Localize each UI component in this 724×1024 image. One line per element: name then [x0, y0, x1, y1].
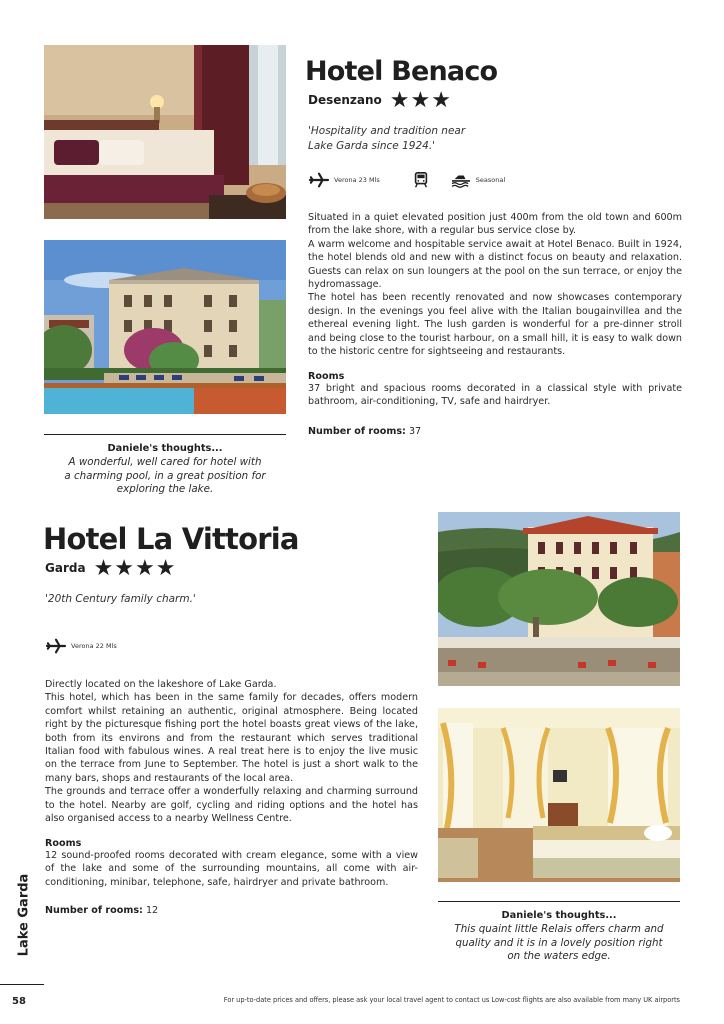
vittoria-airport-distance: Verona 22 Mls: [71, 642, 117, 650]
divider: [44, 434, 286, 435]
vittoria-paragraph: Directly located on the lakeshore of Lake Garda.: [45, 679, 277, 690]
vittoria-location: Garda: [45, 561, 86, 575]
region-label: Lake Garda: [16, 873, 32, 957]
vittoria-num-rooms-value: 12: [145, 905, 159, 916]
benaco-location-line: [308, 89, 452, 111]
benaco-tagline-line: 'Hospitality and tradition near: [308, 125, 466, 137]
vittoria-travel-info: [45, 637, 141, 655]
region-side-tab: [4, 860, 44, 970]
divider: [438, 901, 680, 902]
benaco-ferry-label: Seasonal: [475, 176, 506, 184]
benaco-location: Desenzano: [308, 93, 382, 107]
vittoria-title: Hotel La Vittoria: [43, 522, 299, 556]
benaco-thoughts-heading: Daniele's thoughts...: [107, 443, 223, 454]
benaco-star-rating: ★★★: [389, 87, 452, 112]
benaco-thoughts: [44, 434, 286, 497]
vittoria-num-rooms-label: Number of rooms:: [45, 905, 143, 916]
benaco-rooms-text: 37 bright and spacious rooms decorated in a classical style with private bathroom, air-conditioning, TV, safe and hairdryer.: [308, 383, 682, 408]
vittoria-location-line: [45, 557, 176, 579]
vittoria-exterior-photo: [438, 512, 680, 686]
benaco-paragraph: Situated in a quiet elevated position just 400m from the old town and 600m from the lake shore, with a regular bus service close by.: [308, 212, 682, 237]
benaco-thoughts-line: a charming pool, in a great position for: [64, 469, 266, 482]
benaco-tagline: [308, 124, 465, 154]
vittoria-star-rating: ★★★★: [93, 555, 177, 580]
vittoria-bedroom-photo: [438, 708, 680, 882]
footer-note: For up-to-date prices and offers, please ask your local travel agent to contact us Low-cost flights are also available from many UK airports: [223, 996, 680, 1004]
vittoria-number-of-rooms: [45, 905, 158, 916]
benaco-exterior-pool-photo: [44, 240, 286, 414]
vittoria-rooms-text: 12 sound-proofed rooms decorated with cream elegance, some with a view of the lake and some of the surrounding mountains, all come with air-conditioning, minibar, telephone, safe, hairdryer and private bathroom.: [45, 850, 418, 888]
benaco-title: Hotel Benaco: [305, 56, 498, 87]
vittoria-thoughts: [438, 901, 680, 964]
benaco-paragraph: A warm welcome and hospitable service await at Hotel Benaco. Built in 1924, the hotel blends old and new with a distinct focus on beauty and relaxation. Guests can relax on sun loungers at the pool on the sun terrace, or enjoy the hydromassage.: [308, 238, 682, 291]
page-number: 58: [12, 996, 26, 1007]
benaco-num-rooms-value: 37: [408, 426, 422, 437]
benaco-airport-distance: Verona 23 Mls: [334, 176, 380, 184]
vittoria-tagline: '20th Century family charm.': [45, 593, 196, 605]
vittoria-thoughts-line: on the waters edge.: [507, 950, 611, 962]
vittoria-paragraph: The grounds and terrace offer a wonderfully relaxing and charming surround to the hotel. Nearby are golf, cycling and riding options and the hotel has also organised access to a nearby Wellness Centre.: [45, 786, 418, 825]
benaco-tagline-line: Lake Garda since 1924.': [308, 140, 436, 152]
benaco-thoughts-line: A wonderful, well cared for hotel with: [68, 456, 262, 468]
benaco-paragraph: The hotel has been recently renovated and now showcases contemporary design. In the evenings you feel alive with the Italian bougainvillea and the ethereal evening light. The lush garden is wonderful for a pre-dinner stroll and being close to the tourist harbour, on a small hill, it is easy to walk down to the historic centre for sightseeing and restaurants.: [308, 292, 682, 358]
vittoria-rooms-heading: Rooms: [45, 838, 82, 849]
vittoria-description: [45, 678, 418, 825]
page-rule: [0, 984, 44, 985]
vittoria-thoughts-line: This quaint little Relais offers charm and: [454, 923, 664, 935]
vittoria-thoughts-line: quality and it is in a lovely position right: [455, 936, 663, 949]
vittoria-rooms-section: [45, 838, 418, 889]
benaco-number-of-rooms: [308, 426, 421, 437]
benaco-thoughts-line: exploring the lake.: [116, 483, 214, 495]
benaco-num-rooms-label: Number of rooms:: [308, 426, 406, 437]
train-icon: [410, 171, 432, 189]
vittoria-thoughts-heading: Daniele's thoughts...: [501, 910, 617, 921]
benaco-bedroom-photo: [44, 45, 286, 219]
benaco-description: [308, 211, 682, 358]
benaco-travel-info: [308, 171, 529, 189]
ferry-icon: [450, 171, 472, 189]
plane-icon: [308, 171, 330, 189]
benaco-rooms-section: [308, 371, 682, 409]
vittoria-paragraph: This hotel, which has been in the same family for decades, offers modern comfort whilst retaining an authentic, original atmosphere. Being located right by the picturesque fishing port the hotel boasts great views of the lake, both from its environs and from the restaurant which serves traditional Italian food with fabulous wines. A real treat here is to enjoy the live music on the terrace from June to September. The hotel is just a short walk to the many bars, shops and restaurants of the local area.: [45, 692, 418, 784]
benaco-rooms-heading: Rooms: [308, 371, 345, 382]
plane-icon: [45, 637, 67, 655]
